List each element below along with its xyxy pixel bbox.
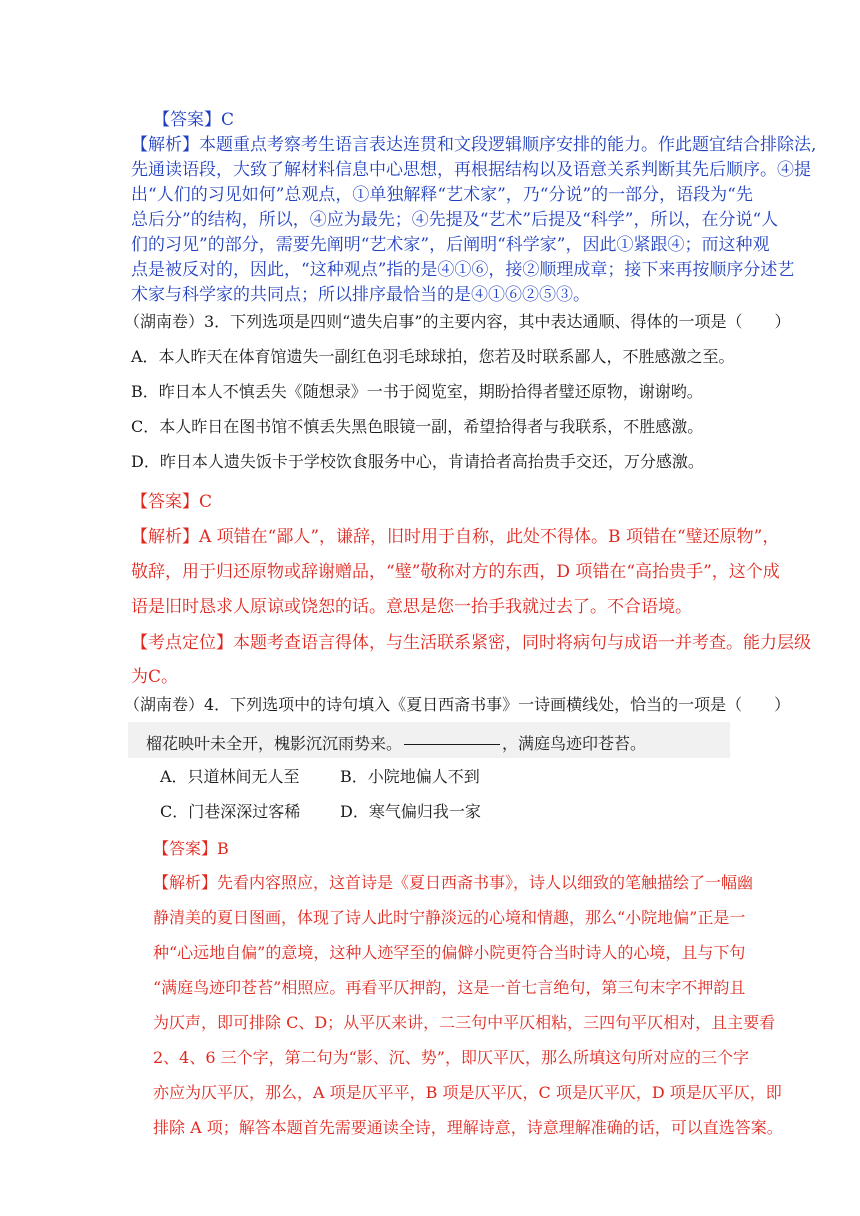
question-3-stem: （湖南卷）3．下列选项是四则“遗失启事”的主要内容，其中表达通顺、得体的一项是（ ） — [124, 312, 791, 331]
question-3-option-c: C．本人昨日在图书馆不慎丢失黑色眼镜一副，希望拾得者与我联系，不胜感激。 — [131, 417, 704, 436]
answer-label-q2: 【答案】C — [153, 110, 235, 130]
analysis-line: 为仄声，即可排除 C、D；从平仄来讲，二三句中平仄相粘，三四句平仄相对，且主要看 — [153, 1013, 776, 1032]
analysis-line: 先通读语段，大致了解材料信息中心思想，再根据结构以及语意关系判断其先后顺序。④提 — [131, 160, 811, 180]
poem-line — [146, 731, 646, 754]
analysis-line: 出“人们的习见如何”总观点，①单独解释“艺术家”，乃“分说”的一部分，语段为“先 — [131, 185, 753, 205]
analysis-line: 敬辞，用于归还原物或辞谢赠品，“璧”敬称对方的东西，D 项错在“高抬贵手”，这个成 — [131, 562, 780, 582]
analysis-line: 术家与科学家的共同点；所以排序最恰当的是④①⑥②⑤③。 — [131, 285, 590, 305]
analysis-line: “满庭鸟迹印苍苔”相照应。再看平仄押韵，这是一首七言绝句，第三句末字不押韵且 — [153, 978, 746, 997]
question-4-option-d: D．寒气偏归我一家 — [340, 802, 481, 821]
analysis-line: 【解析】先看内容照应，这首诗是《夏日西斋书事》，诗人以细致的笔触描绘了一幅幽 — [153, 873, 754, 892]
poem-blank — [404, 744, 500, 745]
analysis-line: 排除 A 项；解答本题首先需要通读全诗，理解诗意，诗意理解准确的话，可以直选答案。 — [153, 1118, 783, 1137]
analysis-line: 种“心远地自偏”的意境，这种人迹罕至的偏僻小院更符合当时诗人的心境，且与下句 — [153, 943, 746, 962]
question-4-option-b: B．小院地偏人不到 — [340, 767, 480, 786]
analysis-line: 2、4、6 三个字，第二句为“影、沉、势”，即仄平仄，那么所填这句所对应的三个字 — [153, 1048, 749, 1067]
question-3-option-b: B．昨日本人不慎丢失《随想录》一书于阅览室，期盼拾得者璧还原物，谢谢哟。 — [131, 382, 703, 401]
analysis-line: 总后分”的结构，所以，④应为最先；④先提及“艺术”后提及“科学”，所以，在分说“人 — [131, 210, 779, 230]
question-3-option-a: A．本人昨天在体育馆遗失一副红色羽毛球球拍，您若及时联系鄙人，不胜感激之至。 — [131, 347, 735, 366]
analysis-line: 亦应为仄平仄，那么，A 项是仄平平，B 项是仄平仄，C 项是仄平仄，D 项是仄平仄，即 — [153, 1083, 782, 1102]
question-4-option-a: A．只道林间无人至 — [160, 767, 300, 786]
question-4-option-c: C．门巷深深过客稀 — [160, 802, 301, 821]
question-4-stem: （湖南卷）4．下列选项中的诗句填入《夏日西斋书事》一诗画横线处，恰当的一项是（ ） — [124, 695, 791, 714]
analysis-line: 语是旧时恳求人原谅或饶恕的话。意思是您一抬手我就过去了。不合语境。 — [131, 597, 692, 617]
analysis-line: 们的习见”的部分，需要先阐明“艺术家”，后阐明“科学家”，因此①紧跟④；而这种观 — [131, 235, 770, 255]
answer-label-q4: 【答案】B — [153, 839, 229, 858]
answer-label-q3: 【答案】C — [131, 492, 213, 512]
poem-after: ，满庭鸟迹印苍苔。 — [502, 734, 647, 753]
kaodian-line: 【考点定位】本题考查语言得体，与生活联系紧密，同时将病句与成语一并考查。能力层级 — [131, 633, 811, 653]
analysis-line: 静清美的夏日图画，体现了诗人此时宁静淡远的心境和情趣，那么“小院地偏”正是一 — [153, 908, 746, 927]
analysis-line: 【解析】本题重点考察考生语言表达连贯和文段逻辑顺序安排的能力。作此题宜结合排除法, — [131, 135, 817, 155]
analysis-line: 【解析】A 项错在“鄙人”，谦辞，旧时用于自称，此处不得体。B 项错在“璧还原物”， — [131, 527, 780, 547]
kaodian-line: 为C。 — [131, 667, 179, 687]
question-3-option-d: D．昨日本人遗失饭卡于学校饮食服务中心，肯请拾者高抬贵手交还，万分感激。 — [131, 452, 704, 471]
analysis-line: 点是被反对的，因此，“这种观点”指的是④①⑥，接②顺理成章；接下来再按顺序分述艺 — [131, 260, 795, 280]
poem-before: 榴花映叶未全开，槐影沉沉雨势来。 — [146, 734, 403, 753]
